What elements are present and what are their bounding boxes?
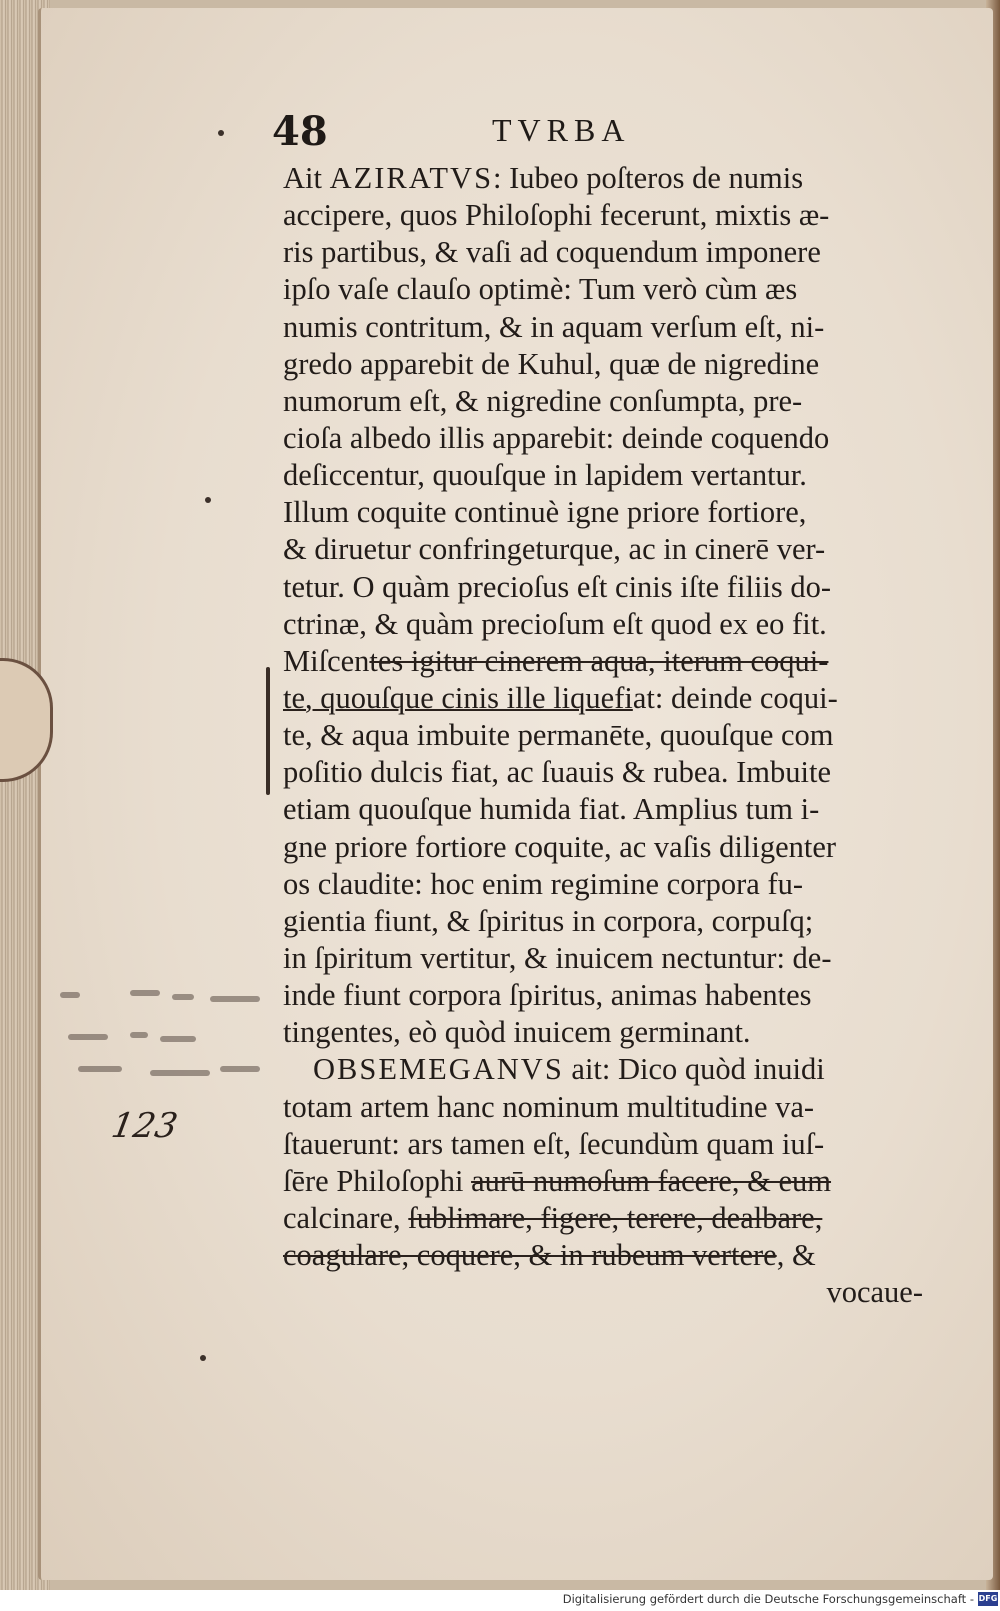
struck-text: coagulare, coquere, & in rubeum vertere [283,1238,777,1273]
speaker-name: AZIRATVS [329,161,494,195]
text-line: tingentes, eò quòd inuicem germinant. [283,1015,751,1050]
ink-mark [60,992,80,998]
struck-text: ſublimare, figere, terere, dealbare, [408,1200,823,1235]
page-number: 48 [272,108,328,155]
text-line: tetur. O quàm precioſus eſt cinis iſte filiis do- [283,569,832,604]
main-text [283,160,923,1311]
dfg-logo: DFG [978,1592,998,1606]
struck-text: tes igitur cinerem aqua, iterum coqui- [369,643,829,678]
ink-mark [130,990,160,996]
speaker-name: OBSEMEGANVS [313,1052,564,1087]
margin-bracket [266,667,270,795]
text-run: ſēre Philoſophi [283,1163,472,1198]
text-line [283,680,923,717]
text-run: Ait [283,161,330,195]
text-line [283,1237,923,1274]
text-line [283,1163,923,1200]
text-line: cioſa albedo illis apparebit: deinde coquendo [283,420,830,455]
text-line: ctrinæ, & quàm precioſum eſt quod ex eo fit. [283,606,827,641]
ink-mark [68,1034,108,1040]
text-line: in ſpiritum vertitur, & inuicem nectuntur: de- [283,940,832,975]
funding-credit: Digitalisierung gefördert durch die Deutsche Forschungsgemeinschaft - [562,1592,974,1606]
handwritten-margin-number: 123 [108,1106,181,1146]
text-run: ait: Dico quòd inuidi [563,1052,825,1087]
text-line: te, & aqua imbuite permanēte, quouſque com [283,718,834,753]
ink-mark [210,996,260,1002]
text-line: os claudite: hoc enim regimine corpora fu- [283,866,804,901]
text-line [283,1051,923,1088]
text-line: totam artem hanc nominum multitudine va- [283,1089,815,1124]
text-line: numis contritum, & in aquam verſum eſt, ni- [283,309,825,344]
footer-bar [0,1590,1000,1611]
text-run: calcinare, [283,1200,409,1235]
ink-mark [150,1070,210,1076]
ink-dot [205,497,211,503]
text-line [283,1200,923,1237]
page-header [262,108,922,158]
text-line: ipſo vaſe clauſo optimè: Tum verò cùm æs [283,272,798,307]
struck-text: aurū numoſum facere, & eum [471,1163,832,1198]
ink-mark [78,1066,122,1072]
text-line: & diruetur confringeturque, ac in cinerē ver- [283,532,826,567]
text-run: : Iubeo poſteros de numis [493,161,804,195]
text-line: poſitio dulcis fiat, ac ſuauis & rubea. Imbuite [283,755,832,790]
text-run: at: deinde coqui- [632,680,838,715]
text-line [283,643,923,680]
text-line [283,160,923,197]
text-run: , & [776,1238,816,1273]
running-head: TVRBA [492,112,631,148]
text-line: etiam quouſque humida fiat. Amplius tum i- [283,792,820,827]
text-line: inde fiunt corpora ſpiritus, animas habentes [283,978,812,1013]
text-line: Illum coquite continuè igne priore fortiore, [283,495,807,530]
text-line: ris partibus, & vaſi ad coquendum imponere [283,235,821,270]
catchword: vocaue- [826,1275,923,1310]
text-line: numorum eſt, & nigredine conſumpta, pre- [283,383,803,418]
underlined-text: te, quouſque cinis ille liquefi [283,680,633,715]
ink-mark [220,1066,260,1072]
text-run: Miſcen [283,643,370,678]
text-line: gientia fiunt, & ſpiritus in corpora, corpuſq; [283,903,814,938]
text-line: deſiccentur, quouſque in lapidem vertantur. [283,458,807,493]
faded-ink-marks [60,986,270,1096]
ink-mark [172,994,194,1000]
text-line: gredo apparebit de Kuhul, quæ de nigredine [283,346,820,381]
ink-mark [160,1036,196,1042]
ink-dot [218,130,224,136]
text-line: accipere, quos Philoſophi fecerunt, mixtis æ- [283,198,830,233]
ink-mark [130,1032,148,1038]
ink-dot [200,1355,206,1361]
text-line: ſtauerunt: ars tamen eſt, ſecundùm quam iuſ- [283,1126,825,1161]
text-line: gne priore fortiore coquite, ac vaſis diligenter [283,829,837,864]
